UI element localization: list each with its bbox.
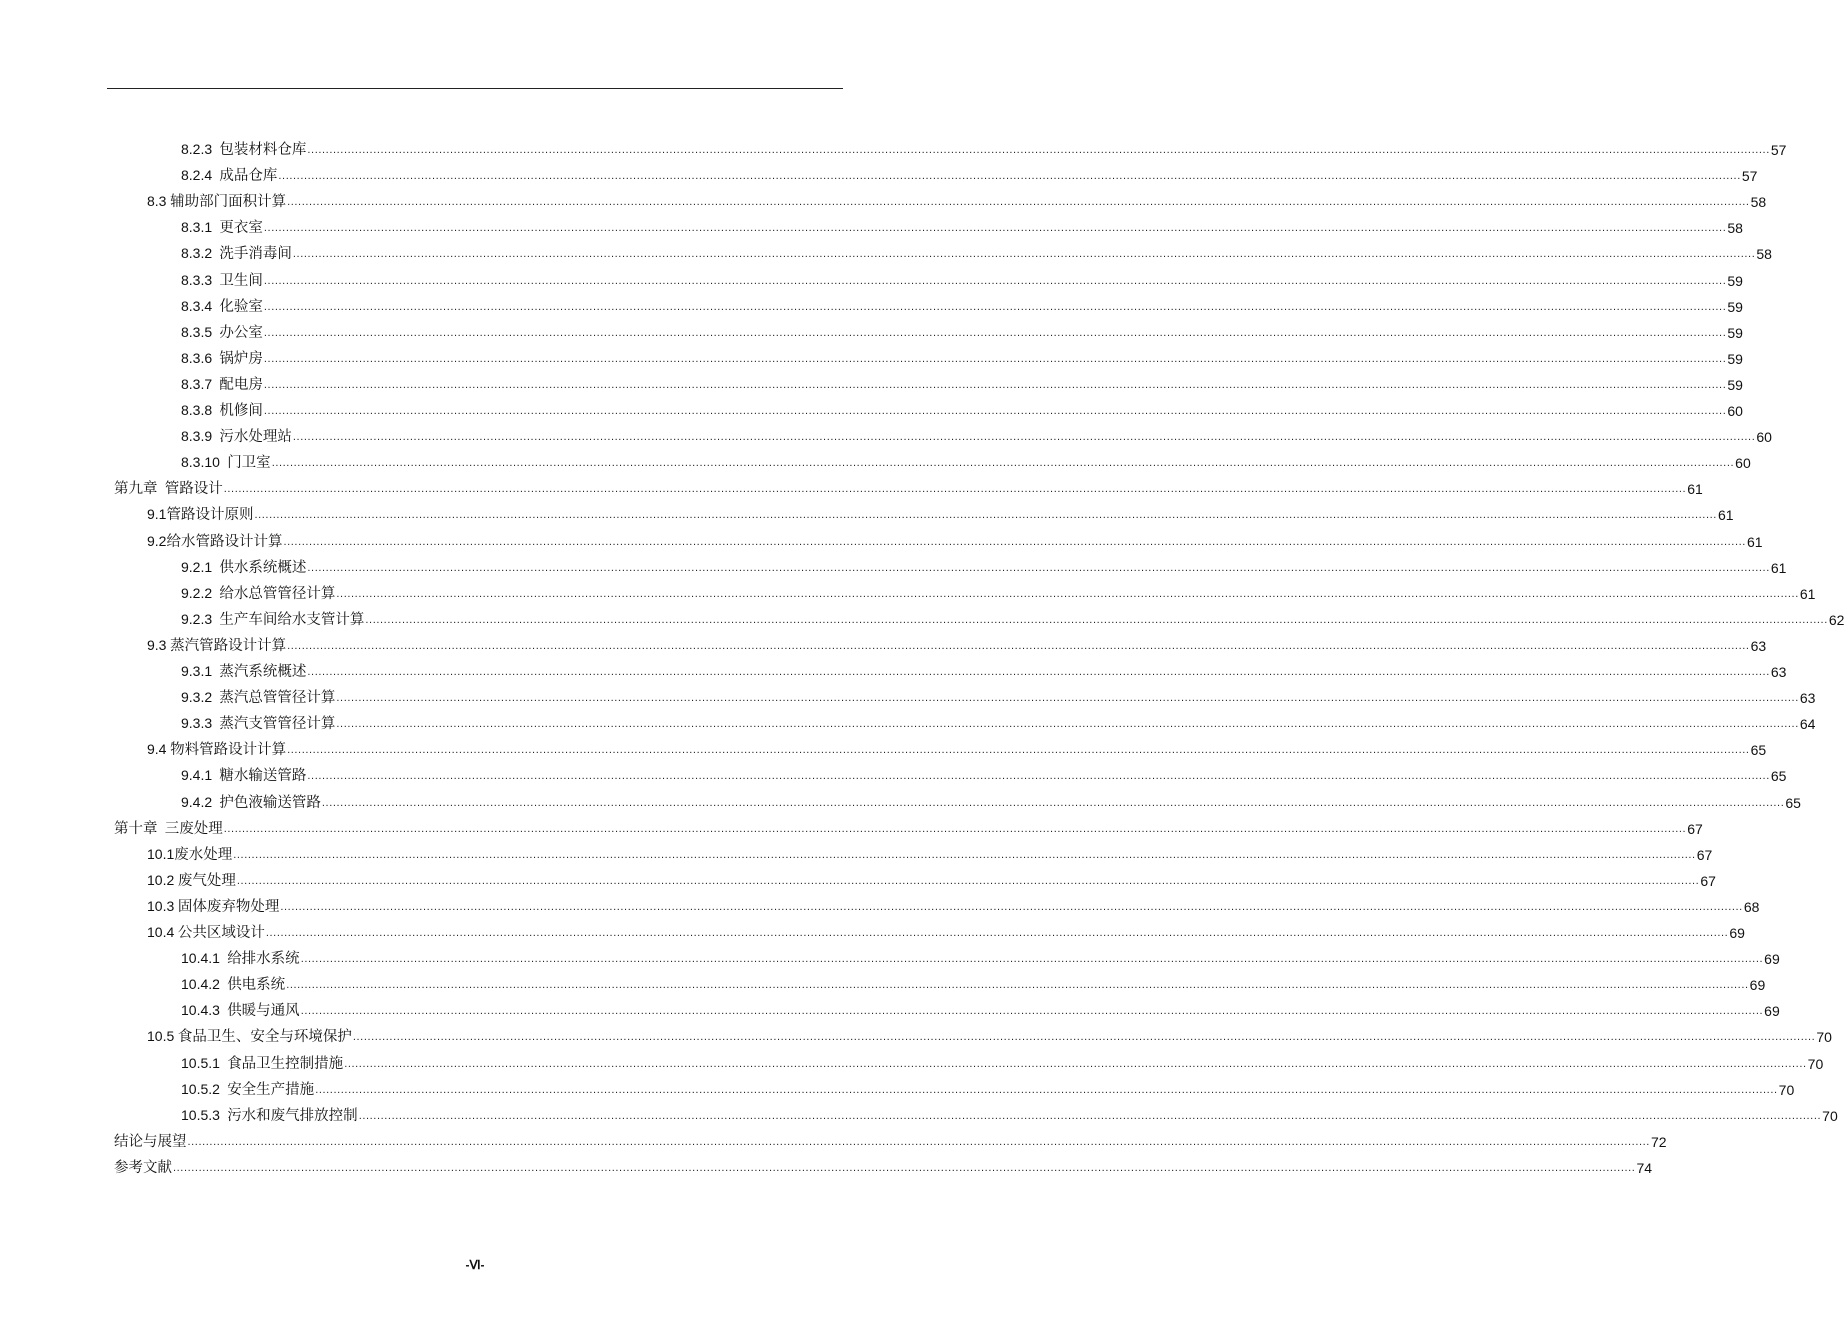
toc-entry[interactable] bbox=[181, 998, 1780, 1020]
toc-entry-title: 参考文献 bbox=[114, 1159, 172, 1176]
toc-entry-label bbox=[114, 480, 223, 498]
toc-entry-title: 包装材料仓库 bbox=[219, 142, 307, 158]
toc-entry-label bbox=[147, 192, 286, 211]
toc-entry-page: 69 bbox=[1729, 925, 1745, 941]
toc-entry-page: 67 bbox=[1700, 872, 1716, 889]
toc-entry-label bbox=[181, 297, 263, 316]
toc-entry-title: 蒸汽总管管径计算 bbox=[219, 690, 336, 707]
toc-entry[interactable] bbox=[181, 450, 1751, 472]
dot-leader: ................................................................................................................................................................................................................................................................................................................................................................................................................ bbox=[358, 1109, 1822, 1122]
toc-entry-number: 8.3.3 bbox=[181, 271, 213, 288]
toc-entry-label bbox=[181, 453, 271, 472]
dot-leader: ................................................................................................................................................................................................................................................................................................................................................................................................................ bbox=[263, 405, 1727, 417]
toc-entry-page: 61 bbox=[1770, 559, 1787, 576]
toc-entry[interactable] bbox=[147, 737, 1767, 759]
toc-entry-label bbox=[147, 532, 282, 551]
dot-leader: ................................................................................................................................................................................................................................................................................................................................................................................................................ bbox=[321, 796, 1785, 809]
toc-entry-label bbox=[181, 1001, 300, 1020]
toc-entry-page: 60 bbox=[1727, 403, 1743, 419]
toc-entry-title: 蒸汽管路设计计算 bbox=[170, 637, 287, 654]
toc-entry-label bbox=[181, 218, 263, 237]
toc-entry-page: 61 bbox=[1717, 507, 1734, 524]
toc-entry-page: 59 bbox=[1727, 298, 1743, 315]
dot-leader: ................................................................................................................................................................................................................................................................................................................................................................................................................ bbox=[280, 900, 1743, 913]
toc-entry[interactable] bbox=[114, 1155, 1653, 1177]
toc-entry-title: 辅助部门面积计算 bbox=[170, 194, 287, 211]
toc-entry-label bbox=[147, 505, 253, 524]
toc-entry[interactable] bbox=[181, 215, 1743, 237]
toc-entry-number: 9.2.3 bbox=[181, 610, 213, 627]
toc-entry-title: 生产车间给水支管计算 bbox=[219, 611, 365, 628]
toc-entry-page: 70 bbox=[1807, 1055, 1824, 1072]
toc-entry-label bbox=[114, 1159, 172, 1177]
dot-leader: ................................................................................................................................................................................................................................................................................................................................................................................................................ bbox=[292, 248, 1756, 261]
toc-entry[interactable] bbox=[147, 894, 1760, 916]
toc-entry-title: 污水和废气排放控制 bbox=[227, 1107, 358, 1124]
toc-entry-page: 61 bbox=[1746, 533, 1763, 550]
dot-leader: ................................................................................................................................................................................................................................................................................................................................................................................................................ bbox=[352, 1031, 1816, 1044]
toc-entry[interactable] bbox=[147, 633, 1767, 655]
toc-entry-label bbox=[114, 820, 223, 838]
toc-entry[interactable] bbox=[114, 1129, 1667, 1151]
toc-entry-page: 60 bbox=[1756, 429, 1772, 446]
toc-entry-number: 9.4.1 bbox=[181, 767, 213, 784]
toc-entry-page: 58 bbox=[1756, 246, 1772, 263]
toc-entry-label bbox=[181, 323, 263, 342]
toc-entry-title: 物料管路设计计算 bbox=[170, 742, 287, 759]
toc-entry-page: 58 bbox=[1727, 220, 1743, 237]
toc-entry-page: 69 bbox=[1764, 1003, 1780, 1020]
dot-leader: ................................................................................................................................................................................................................................................................................................................................................................................................................ bbox=[287, 744, 1750, 757]
toc-entry-label bbox=[181, 401, 263, 420]
toc-entry-page: 59 bbox=[1727, 350, 1743, 367]
dot-leader: ................................................................................................................................................................................................................................................................................................................................................................................................................ bbox=[315, 1083, 1778, 1096]
dot-leader: ................................................................................................................................................................................................................................................................................................................................................................................................................ bbox=[307, 144, 1770, 156]
dot-leader: ................................................................................................................................................................................................................................................................................................................................................................................................................ bbox=[263, 300, 1727, 313]
dot-leader: ................................................................................................................................................................................................................................................................................................................................................................................................................ bbox=[344, 1057, 1807, 1070]
dot-leader: ................................................................................................................................................................................................................................................................................................................................................................................................................ bbox=[307, 561, 1770, 574]
toc-entry-number: 10.5 bbox=[147, 1028, 175, 1045]
toc-entry-page: 57 bbox=[1770, 142, 1787, 158]
toc-entry-number: 8.3 bbox=[147, 193, 167, 210]
header-rule bbox=[107, 88, 843, 89]
dot-leader: ................................................................................................................................................................................................................................................................................................................................................................................................................ bbox=[336, 718, 1799, 731]
dot-leader: ................................................................................................................................................................................................................................................................................................................................................................................................................ bbox=[336, 692, 1799, 705]
toc-entry-label bbox=[181, 584, 335, 603]
toc-entry-number: 10.5.3 bbox=[181, 1106, 220, 1123]
dot-leader: ................................................................................................................................................................................................................................................................................................................................................................................................................ bbox=[271, 457, 1735, 470]
toc-entry-label bbox=[114, 1133, 187, 1151]
toc-entry-label bbox=[181, 688, 335, 707]
toc-entry-title: 护色液输送管路 bbox=[219, 794, 321, 811]
toc-entry-page: 70 bbox=[1816, 1029, 1832, 1046]
toc-entry-number: 8.3.1 bbox=[181, 219, 213, 236]
toc-entry-title: 供电系统 bbox=[227, 977, 286, 994]
toc-entry-title: 废气处理 bbox=[177, 872, 236, 889]
dot-leader: ................................................................................................................................................................................................................................................................................................................................................................................................................ bbox=[336, 587, 1799, 600]
toc-entry[interactable] bbox=[147, 920, 1745, 942]
toc-entry[interactable] bbox=[181, 163, 1758, 185]
toc-entry-page: 63 bbox=[1750, 637, 1767, 654]
toc-entry-title: 食品卫生、安全与环境保护 bbox=[177, 1029, 352, 1046]
toc-entry-title: 机修间 bbox=[219, 403, 263, 419]
toc-entry[interactable] bbox=[181, 424, 1772, 446]
toc-entry[interactable] bbox=[181, 1077, 1795, 1099]
toc-entry[interactable] bbox=[181, 346, 1743, 368]
toc-entry-label bbox=[181, 714, 335, 733]
toc-entry[interactable] bbox=[181, 241, 1772, 263]
toc-entry-title: 管路设计 bbox=[164, 481, 223, 498]
toc-entry[interactable] bbox=[147, 842, 1713, 864]
dot-leader: ................................................................................................................................................................................................................................................................................................................................................................................................................ bbox=[173, 1161, 1636, 1174]
toc-entry-title: 安全生产措施 bbox=[227, 1081, 315, 1098]
toc-entry-label bbox=[181, 610, 364, 629]
toc-entry-number: 10.4 bbox=[147, 924, 175, 940]
page-number: -Ⅵ- bbox=[465, 1258, 485, 1272]
toc-entry-page: 63 bbox=[1770, 664, 1787, 680]
toc-entry-page: 69 bbox=[1764, 951, 1780, 968]
toc-entry-number: 第九章 bbox=[114, 481, 158, 498]
toc-entry[interactable] bbox=[147, 502, 1734, 524]
toc-entry[interactable] bbox=[181, 711, 1816, 733]
dot-leader: ................................................................................................................................................................................................................................................................................................................................................................................................................ bbox=[300, 953, 1764, 966]
toc-entry-page: 69 bbox=[1749, 977, 1766, 994]
toc-entry-number: 10.4.3 bbox=[181, 1002, 220, 1019]
toc-entry-label bbox=[181, 271, 263, 290]
toc-entry-page: 58 bbox=[1750, 194, 1767, 211]
toc-entry-number: 8.2.4 bbox=[181, 167, 213, 184]
dot-leader: ................................................................................................................................................................................................................................................................................................................................................................................................................ bbox=[278, 170, 1741, 183]
toc-entry-label bbox=[181, 1080, 314, 1099]
toc-entry-number: 9.3.2 bbox=[181, 689, 213, 706]
toc-entry-title: 蒸汽系统概述 bbox=[219, 664, 307, 680]
toc-entry-title: 供水系统概述 bbox=[219, 559, 307, 576]
dot-leader: ................................................................................................................................................................................................................................................................................................................................................................................................................ bbox=[223, 483, 1687, 496]
toc-entry-number: 8.3.4 bbox=[181, 297, 213, 314]
toc-entry-label bbox=[181, 793, 321, 812]
toc-entry-number: 9.3.3 bbox=[181, 715, 213, 732]
toc-entry[interactable] bbox=[147, 529, 1763, 551]
toc-entry-title: 门卫室 bbox=[227, 455, 271, 472]
toc-entry-page: 61 bbox=[1799, 585, 1816, 602]
dot-leader: ................................................................................................................................................................................................................................................................................................................................................................................................................ bbox=[233, 848, 1696, 861]
dot-leader: ................................................................................................................................................................................................................................................................................................................................................................................................................ bbox=[307, 666, 1770, 678]
dot-leader: ................................................................................................................................................................................................................................................................................................................................................................................................................ bbox=[263, 222, 1727, 235]
toc-entry[interactable] bbox=[181, 763, 1787, 785]
toc-entry-label bbox=[147, 1027, 352, 1046]
toc-entry[interactable] bbox=[181, 398, 1743, 420]
toc-entry-label bbox=[181, 766, 306, 785]
toc-entry-title: 供暖与通风 bbox=[227, 1003, 300, 1020]
toc-entry-number: 10.4.2 bbox=[181, 976, 220, 993]
toc-entry[interactable] bbox=[181, 268, 1743, 290]
toc-entry-page: 68 bbox=[1743, 898, 1760, 915]
toc-entry[interactable] bbox=[114, 816, 1703, 838]
toc-entry-title: 办公室 bbox=[219, 324, 263, 341]
toc-entry-page: 59 bbox=[1727, 376, 1743, 393]
toc-entry-title: 卫生间 bbox=[219, 272, 263, 289]
toc-entry-number: 9.2.2 bbox=[181, 584, 213, 601]
toc-entry-number: 9.1 bbox=[147, 506, 167, 523]
toc-entry-label bbox=[181, 558, 306, 577]
toc-entry-number: 8.3.9 bbox=[181, 428, 213, 445]
dot-leader: ................................................................................................................................................................................................................................................................................................................................................................................................................ bbox=[263, 274, 1727, 287]
toc-entry-page: 65 bbox=[1770, 768, 1787, 785]
toc-entry-title: 配电房 bbox=[219, 376, 263, 393]
toc-entry[interactable] bbox=[181, 137, 1787, 159]
toc-entry-number: 9.4 bbox=[147, 741, 167, 758]
dot-leader: ................................................................................................................................................................................................................................................................................................................................................................................................................ bbox=[307, 770, 1770, 783]
toc-entry-title: 给水总管管径计算 bbox=[219, 585, 336, 602]
toc-entry-title: 固体废弃物处理 bbox=[177, 898, 280, 915]
toc-entry-label bbox=[147, 740, 286, 759]
toc-entry[interactable] bbox=[181, 659, 1787, 681]
toc-entry[interactable] bbox=[181, 581, 1816, 603]
toc-entry-page: 61 bbox=[1687, 481, 1703, 498]
toc-entry-label bbox=[181, 1106, 358, 1125]
toc-entry-label bbox=[181, 949, 300, 968]
toc-entry-label bbox=[181, 1054, 343, 1073]
dot-leader: ................................................................................................................................................................................................................................................................................................................................................................................................................ bbox=[283, 535, 1746, 548]
toc-entry[interactable] bbox=[181, 372, 1743, 394]
toc-entry-label bbox=[181, 244, 292, 263]
toc-entry-number: 8.2.3 bbox=[181, 141, 213, 157]
toc-entry[interactable] bbox=[147, 868, 1716, 890]
toc-entry-page: 65 bbox=[1785, 794, 1801, 811]
dot-leader: ................................................................................................................................................................................................................................................................................................................................................................................................................ bbox=[287, 639, 1750, 652]
toc-entry-label bbox=[181, 662, 306, 681]
toc-entry-number: 10.3 bbox=[147, 897, 175, 914]
toc-entry-page: 72 bbox=[1650, 1133, 1667, 1150]
toc-entry-number: 8.3.8 bbox=[181, 402, 213, 418]
toc-entry-number: 8.3.7 bbox=[181, 375, 213, 392]
dot-leader: ................................................................................................................................................................................................................................................................................................................................................................................................................ bbox=[263, 378, 1727, 391]
dot-leader: ................................................................................................................................................................................................................................................................................................................................................................................................................ bbox=[287, 196, 1750, 209]
toc-entry-label bbox=[147, 923, 265, 942]
toc-entry-title: 结论与展望 bbox=[114, 1133, 187, 1150]
toc-entry-page: 64 bbox=[1799, 716, 1816, 733]
toc-entry-label bbox=[147, 871, 236, 890]
toc-entry-page: 65 bbox=[1750, 742, 1767, 759]
toc-entry-number: 9.3 bbox=[147, 636, 167, 653]
toc-entry-number: 8.3.6 bbox=[181, 349, 213, 366]
toc-entry-number: 8.3.2 bbox=[181, 245, 213, 262]
toc-entry[interactable] bbox=[181, 1103, 1838, 1125]
toc-entry-number: 9.2 bbox=[147, 532, 167, 549]
toc-entry-title: 公共区域设计 bbox=[177, 925, 265, 941]
dot-leader: ................................................................................................................................................................................................................................................................................................................................................................................................................ bbox=[223, 822, 1687, 835]
toc-entry-label bbox=[181, 975, 285, 994]
toc-entry-title: 给水管路设计计算 bbox=[166, 533, 283, 550]
toc-entry-label bbox=[147, 897, 279, 916]
toc-entry-page: 60 bbox=[1735, 455, 1751, 472]
toc-entry-label bbox=[181, 375, 263, 394]
toc-entry[interactable] bbox=[181, 685, 1816, 707]
toc-entry-page: 62 bbox=[1828, 611, 1844, 628]
toc-entry[interactable] bbox=[181, 946, 1780, 968]
toc-entry-title: 污水处理站 bbox=[219, 429, 292, 446]
toc-entry-number: 10.5.2 bbox=[181, 1080, 220, 1097]
dot-leader: ................................................................................................................................................................................................................................................................................................................................................................................................................ bbox=[254, 509, 1717, 522]
toc-entry-label bbox=[147, 845, 232, 864]
toc-entry-number: 10.4.1 bbox=[181, 950, 220, 967]
dot-leader: ................................................................................................................................................................................................................................................................................................................................................................................................................ bbox=[263, 352, 1727, 365]
toc-entry-title: 化验室 bbox=[219, 298, 263, 315]
toc-entry-number: 10.5.1 bbox=[181, 1054, 220, 1071]
toc-entry-number: 9.3.1 bbox=[181, 663, 213, 679]
toc-entry-title: 更衣室 bbox=[219, 220, 263, 237]
toc-entry-label bbox=[181, 166, 277, 185]
toc-entry-title: 废水处理 bbox=[174, 846, 233, 863]
toc-entry-page: 67 bbox=[1696, 846, 1713, 863]
toc-entry-label bbox=[181, 427, 292, 446]
toc-entry-label bbox=[181, 140, 306, 159]
toc-entry-page: 70 bbox=[1822, 1107, 1838, 1124]
toc-entry-title: 蒸汽支管管径计算 bbox=[219, 716, 336, 733]
toc-entry-title: 洗手消毒间 bbox=[219, 246, 292, 263]
toc-entry[interactable] bbox=[147, 1024, 1832, 1046]
dot-leader: ................................................................................................................................................................................................................................................................................................................................................................................................................ bbox=[365, 613, 1828, 626]
toc-entry-number: 9.2.1 bbox=[181, 558, 213, 575]
toc-entry[interactable] bbox=[181, 320, 1743, 342]
toc-entry[interactable] bbox=[147, 189, 1767, 211]
toc-entry-number: 8.3.10 bbox=[181, 454, 220, 471]
toc-entry-title: 食品卫生控制措施 bbox=[227, 1055, 344, 1072]
toc-entry-label bbox=[181, 349, 263, 368]
toc-entry[interactable] bbox=[181, 555, 1787, 577]
toc-entry-title: 三废处理 bbox=[164, 820, 223, 837]
toc-entry-title: 成品仓库 bbox=[219, 168, 278, 185]
dot-leader: ................................................................................................................................................................................................................................................................................................................................................................................................................ bbox=[286, 979, 1749, 992]
toc-entry-page: 70 bbox=[1778, 1081, 1795, 1098]
toc-entry-page: 59 bbox=[1727, 272, 1743, 289]
toc-entry-page: 59 bbox=[1727, 324, 1743, 341]
toc-entry-number: 第十章 bbox=[114, 820, 158, 837]
toc-entry-title: 糖水输送管路 bbox=[219, 768, 307, 785]
toc-entry-label bbox=[147, 636, 286, 655]
toc-entry[interactable] bbox=[181, 294, 1743, 316]
toc-entry-page: 67 bbox=[1687, 820, 1703, 837]
toc-entry-number: 9.4.2 bbox=[181, 793, 213, 810]
dot-leader: ................................................................................................................................................................................................................................................................................................................................................................................................................ bbox=[263, 326, 1727, 339]
toc-entry-title: 锅炉房 bbox=[219, 350, 263, 367]
dot-leader: ................................................................................................................................................................................................................................................................................................................................................................................................................ bbox=[187, 1135, 1650, 1148]
toc-entry-number: 8.3.5 bbox=[181, 323, 213, 340]
toc-entry[interactable] bbox=[181, 790, 1801, 812]
toc-entry[interactable] bbox=[181, 1051, 1824, 1073]
dot-leader: ................................................................................................................................................................................................................................................................................................................................................................................................................ bbox=[265, 927, 1729, 939]
toc-entry-title: 给排水系统 bbox=[227, 951, 300, 968]
dot-leader: ................................................................................................................................................................................................................................................................................................................................................................................................................ bbox=[300, 1005, 1764, 1018]
toc-entry-number: 10.1 bbox=[147, 845, 175, 862]
toc-entry[interactable] bbox=[181, 972, 1766, 994]
toc-entry[interactable] bbox=[114, 476, 1703, 498]
toc-entry-page: 74 bbox=[1636, 1159, 1653, 1176]
dot-leader: ................................................................................................................................................................................................................................................................................................................................................................................................................ bbox=[292, 431, 1756, 444]
toc-entry-page: 63 bbox=[1799, 690, 1816, 707]
toc-entry-title: 管路设计原则 bbox=[166, 507, 254, 524]
dot-leader: ................................................................................................................................................................................................................................................................................................................................................................................................................ bbox=[236, 874, 1700, 887]
toc-entry[interactable] bbox=[181, 607, 1844, 629]
toc-entry-page: 57 bbox=[1741, 168, 1758, 185]
toc-entry-number: 10.2 bbox=[147, 871, 175, 888]
